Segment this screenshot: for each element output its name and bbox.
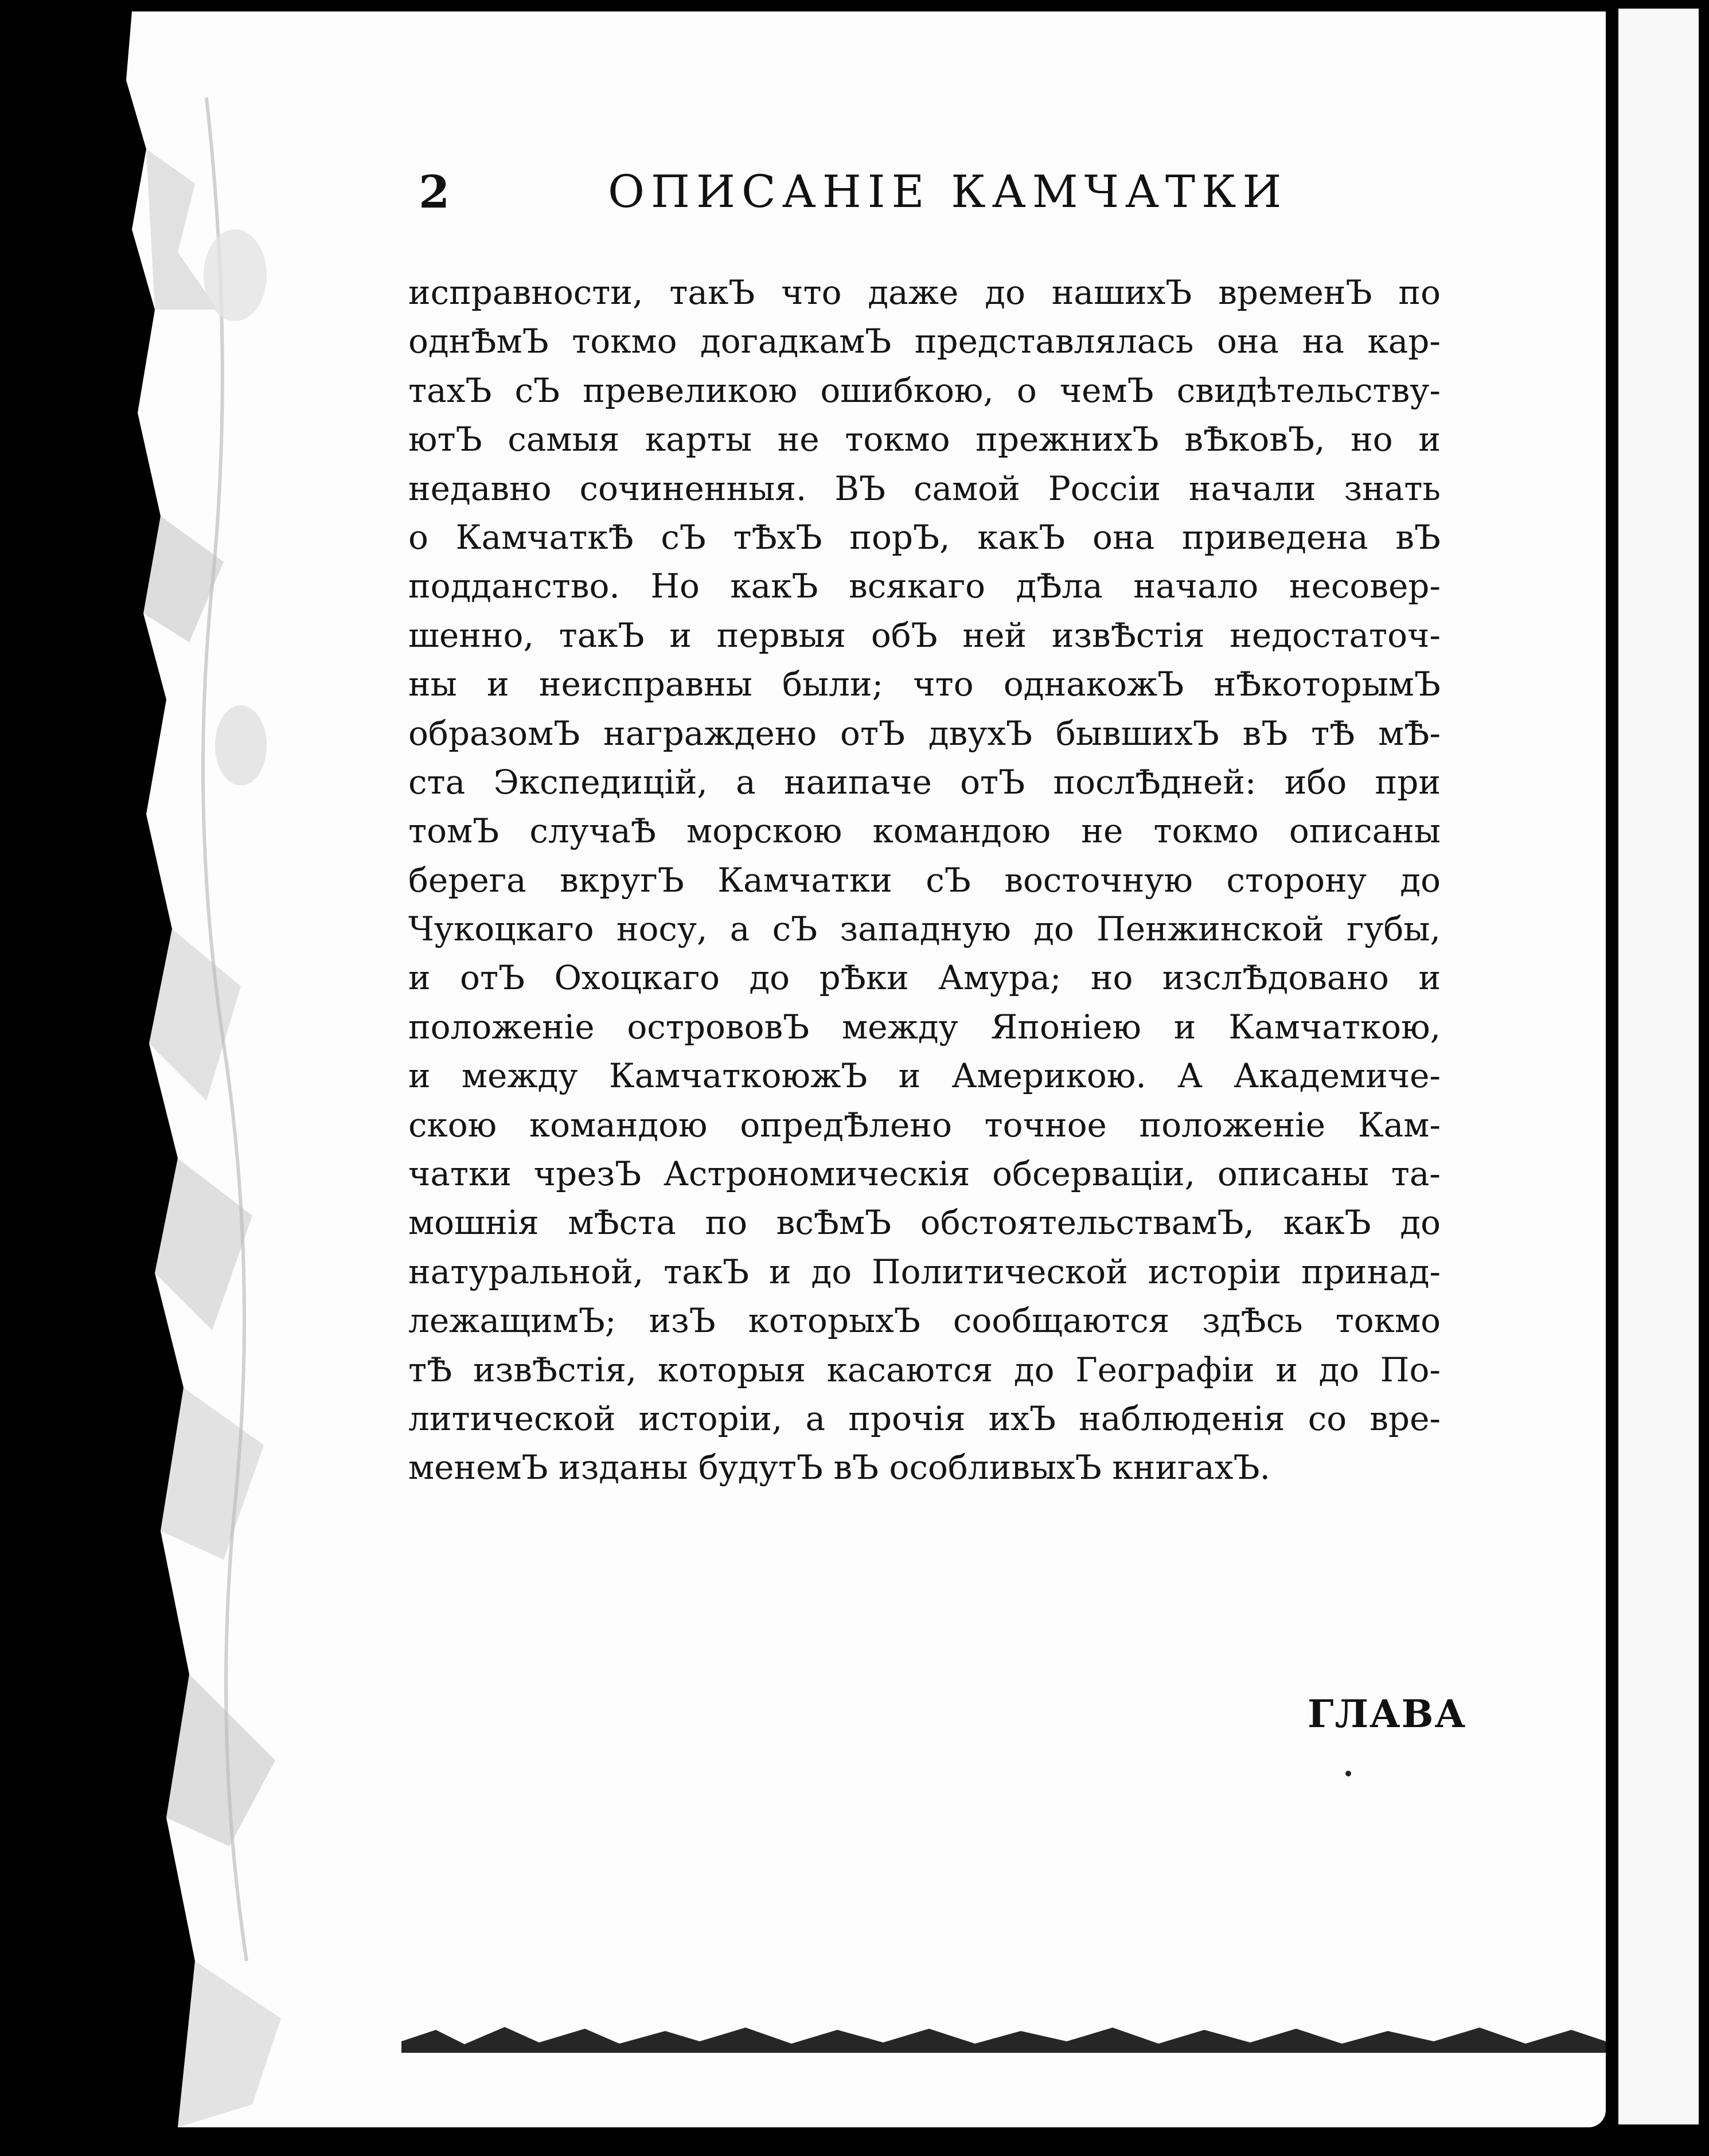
catchword: ГЛАВА: [1308, 1692, 1467, 1736]
text-line: мошнія мѢста по всѢмЪ обстоятельствамЪ, какЪ до: [408, 1203, 1441, 1243]
text-line: литической исторіи, а прочія ихЪ наблюденія со вре-: [408, 1399, 1441, 1438]
text-line: образомЪ награждено отЪ двухЪ бывшихЪ вЪ тѢ мѢ-: [408, 713, 1441, 753]
text-line: берега вкругЪ Камчатки сЪ восточную сторону до: [408, 860, 1441, 900]
text-line: ста Экспедицій, а наипаче отЪ послѢдней: ибо при: [408, 762, 1441, 802]
text-line: Чукоцкаго носу, а сЪ западную до Пенжинской губы,: [408, 909, 1441, 949]
page-header: [419, 166, 1313, 229]
text-line: томЪ случаѢ морскою командою не токмо описаны: [408, 811, 1441, 851]
text-line: недавно сочиненныя. ВЪ самой Россіи начали знать: [408, 468, 1441, 508]
text-line: лежащимЪ; изЪ которыхЪ сообщаются здѢсь токмо: [408, 1301, 1441, 1341]
text-line: положеніе острововЪ между Японіею и Камчаткою,: [408, 1007, 1441, 1046]
body-text: [408, 268, 1441, 1493]
text-line: шенно, такЪ и первыя обЪ ней извѢстія недостаточ-: [408, 615, 1441, 655]
text-line: тѢ извѢстія, которыя касаются до Географіи и до По-: [408, 1350, 1441, 1389]
text-line: ютЪ самыя карты не токмо прежнихЪ вѢковЪ, но и: [408, 420, 1441, 459]
text-line: и отЪ Охоцкаго до рѢки Амура; но изслѢдовано и: [408, 958, 1441, 998]
text-line: о КамчаткѢ сЪ тѢхЪ порЪ, какЪ она приведена вЪ: [408, 517, 1441, 557]
text-line: исправности, такЪ что даже до нашихЪ временЪ по: [408, 273, 1441, 312]
adjacent-page-edge: [1618, 9, 1699, 2124]
text-line: тахЪ сЪ превеликою ошибкою, о чемЪ свидѣтельству-: [408, 370, 1441, 410]
running-title: ОПИСАНІЕ КАМЧАТКИ: [608, 166, 1288, 218]
text-line: ны и неисправны были; что однакожЪ нѢкоторымЪ: [408, 665, 1441, 704]
ink-speck: [1345, 1771, 1351, 1776]
text-line: менемЪ изданы будутЪ вЪ особливыхЪ книгахЪ.: [408, 1448, 1271, 1487]
text-line: подданство. Но какЪ всякаго дѢла начало несовер-: [408, 567, 1441, 606]
text-line: чатки чрезЪ Астрономическія обсерваціи, описаны та-: [408, 1154, 1441, 1194]
text-line: однѢмЪ токмо догадкамЪ представлялась она на кар-: [408, 322, 1441, 361]
text-line: и между КамчаткоюжЪ и Америкою. А Академиче-: [408, 1056, 1441, 1096]
text-line: скою командою опредѢлено точное положеніе Кам-: [408, 1105, 1441, 1145]
page-gutter: [1606, 0, 1618, 2156]
text-line: натуральной, такЪ и до Политической исторіи принад-: [408, 1252, 1441, 1291]
page-number: 2: [419, 166, 450, 218]
